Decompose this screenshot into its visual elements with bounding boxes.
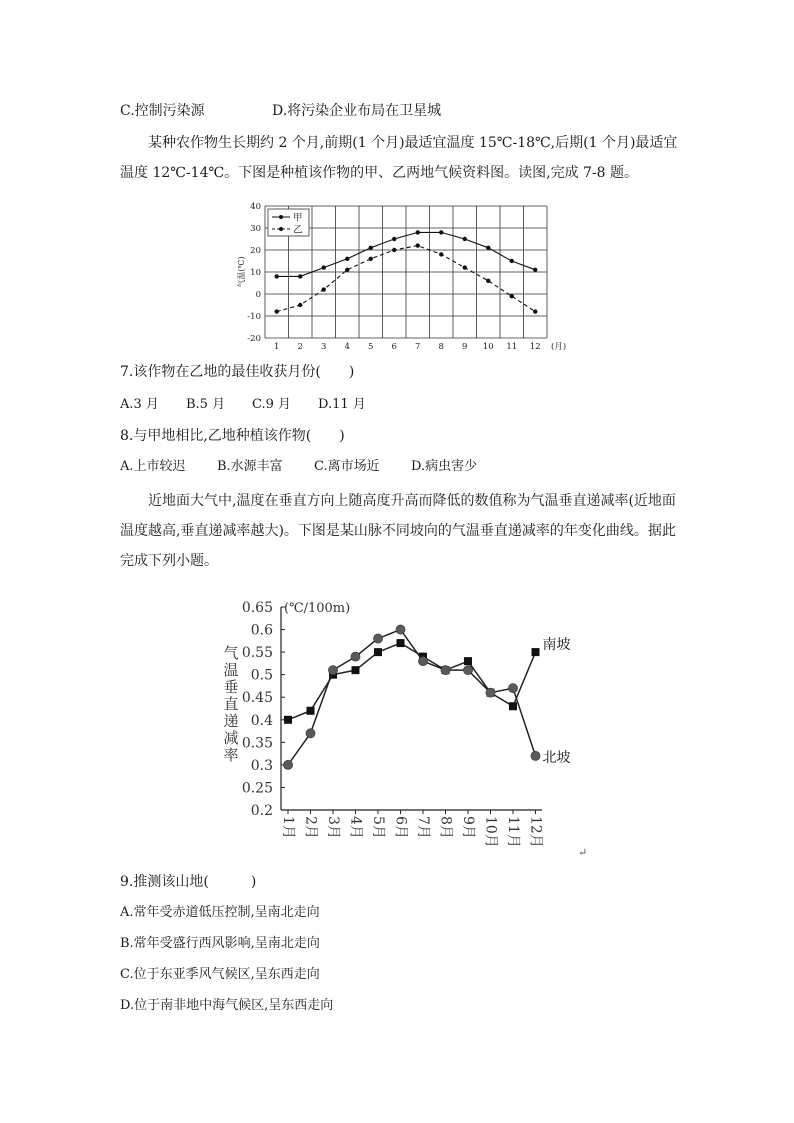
data-point-0 <box>275 274 279 278</box>
data-point-0 <box>510 259 514 263</box>
x-tick-label: 9 <box>462 342 468 352</box>
q9-option-b: B.常年受盛行西风影响,呈南北走向 <box>120 936 320 951</box>
data-point-circle <box>373 634 382 643</box>
data-point-square <box>532 648 540 656</box>
q7-stem: 7.该作物在乙地的最佳收获月份( ) <box>120 364 355 380</box>
data-point-circle <box>531 751 540 760</box>
legend-label-0: 甲 <box>293 212 303 224</box>
y-tick-label: 0.4 <box>250 712 273 729</box>
return-mark: ↵ <box>578 846 588 859</box>
y-tick-label: 0.3 <box>250 757 273 774</box>
q9-option-c: C.位于东亚季风气候区,呈东西走向 <box>120 967 320 982</box>
data-point-1 <box>510 294 514 298</box>
x-tick-label: 5月 <box>370 816 386 839</box>
y-tick-label: 0.35 <box>241 735 273 752</box>
data-point-square <box>352 666 360 674</box>
data-point-circle <box>508 684 517 693</box>
legend-marker-0 <box>279 215 283 219</box>
q7-option-b: B.5 月 <box>186 397 226 412</box>
data-point-1 <box>345 268 349 272</box>
q9-option-d: D.位于南非地中海气候区,呈东西走向 <box>120 998 334 1013</box>
y-tick-label: 40 <box>250 202 261 212</box>
data-point-circle <box>351 652 360 661</box>
x-tick-label: 12 <box>529 342 541 352</box>
data-point-square <box>374 648 382 656</box>
q9-option-a: A.常年受赤道低压控制,呈南北走向 <box>120 905 320 920</box>
q8-option-c: C.离市场近 <box>314 459 380 474</box>
data-point-1 <box>533 309 537 313</box>
series-label-1: 北坡 <box>542 749 571 766</box>
x-tick-label: 4 <box>344 342 350 352</box>
x-tick-label: 7 <box>415 342 421 352</box>
legend-marker-1 <box>279 227 283 231</box>
series-line-0 <box>288 643 536 720</box>
x-tick-label: 10 <box>482 342 494 352</box>
x-tick-label: 11 <box>506 342 518 352</box>
data-point-1 <box>463 265 467 269</box>
data-point-0 <box>463 237 467 241</box>
x-tick-label: 1 <box>274 342 280 352</box>
q8-stem: 8.与甲地相比,乙地种植该作物( ) <box>120 428 345 444</box>
data-point-1 <box>298 303 302 307</box>
data-point-1 <box>322 287 326 291</box>
data-point-1 <box>439 252 443 256</box>
x-tick-label: 9月 <box>460 816 476 839</box>
x-tick-label: 8月 <box>437 816 454 839</box>
y-tick-label: 0.6 <box>250 622 273 639</box>
y-axis-label: 气温(℃) <box>237 256 246 288</box>
x-tick-label: 8 <box>438 342 444 352</box>
intro-paragraph-1: 某种农作物生长期约 2 个月,前期(1 个月)最适宜温度 15℃-18℃,后期(1 个月)最适宜温度 12℃-14℃。下图是种植该作物的甲、乙两地气候资料图。读图,完成 7-8 题。 <box>120 135 678 181</box>
lapse-rate-chart <box>210 596 610 858</box>
q7-option-d: D.11 月 <box>318 397 366 412</box>
q7-option-a: A.3 月 <box>120 397 159 412</box>
data-point-0 <box>486 246 490 250</box>
legend-box <box>268 209 309 236</box>
x-tick-label: 6月 <box>392 816 409 839</box>
y-tick-label: 0 <box>255 290 261 300</box>
data-point-square <box>464 657 472 665</box>
x-tick-label: 10月 <box>482 816 499 848</box>
unit-label: (℃/100m) <box>284 601 351 616</box>
x-tick-label: 6 <box>391 342 397 352</box>
intro-paragraph-2: 近地面大气中,温度在垂直方向上随高度升高而降低的数值称为气温垂直递减率(近地面温度越高,垂直递减率越大)。下图是某山脉不同坡向的气温垂直递减率的年变化曲线。据此完成下列小题。 <box>120 493 676 569</box>
q9-stem: 9.推测该山地( ) <box>120 874 257 890</box>
data-point-0 <box>439 230 443 234</box>
x-tick-label: 2月 <box>302 816 319 839</box>
legend-label-1: 乙 <box>293 224 303 236</box>
data-point-circle <box>396 625 405 634</box>
x-tick-label: 1月 <box>280 816 296 839</box>
y-tick-label: 0.55 <box>241 645 273 662</box>
data-point-0 <box>533 268 537 272</box>
data-point-0 <box>392 237 396 241</box>
q6-option-d: D.将污染企业布局在卫星城 <box>272 103 442 119</box>
q8-option-a: A.上市较迟 <box>120 459 186 474</box>
data-point-0 <box>345 257 349 261</box>
x-tick-label: 5 <box>368 342 374 352</box>
y-tick-label: 0.65 <box>241 600 273 616</box>
data-point-0 <box>416 230 420 234</box>
data-point-circle <box>283 760 292 769</box>
series-label-0: 南坡 <box>542 637 571 654</box>
q7-option-c: C.9 月 <box>252 397 292 412</box>
y-tick-label: 0.45 <box>241 690 273 707</box>
data-point-0 <box>322 265 326 269</box>
data-point-square <box>307 707 315 715</box>
x-tick-label: 3月 <box>325 816 341 839</box>
data-point-square <box>509 702 517 710</box>
data-point-circle <box>328 666 337 675</box>
q8-option-d: D.病虫害少 <box>411 459 478 474</box>
data-point-circle <box>306 729 315 738</box>
y-axis-label: 气温垂直递减率 <box>223 644 239 764</box>
data-point-square <box>284 716 292 724</box>
x-tick-label: 2 <box>297 342 303 352</box>
q8-option-b: B.水源丰富 <box>217 459 283 474</box>
x-tick-label: 11月 <box>505 816 521 848</box>
data-point-0 <box>369 246 373 250</box>
q6-option-c: C.控制污染源 <box>120 103 205 119</box>
y-tick-label: 20 <box>250 246 261 256</box>
data-point-1 <box>416 243 420 247</box>
data-point-1 <box>275 309 279 313</box>
x-tick-label: 4月 <box>347 816 364 839</box>
data-point-1 <box>392 248 396 252</box>
y-tick-label: -10 <box>247 312 261 322</box>
y-tick-label: 0.2 <box>250 803 273 819</box>
temperature-chart <box>232 198 567 356</box>
x-tick-label: 3 <box>321 342 327 352</box>
y-tick-label: 0.25 <box>241 780 273 797</box>
y-tick-label: 0.5 <box>250 667 273 684</box>
data-point-circle <box>463 666 472 675</box>
data-point-1 <box>486 279 490 283</box>
data-point-circle <box>441 666 450 675</box>
y-tick-label: -20 <box>247 334 261 344</box>
data-point-circle <box>486 688 495 697</box>
x-tick-label: 12月 <box>527 816 544 848</box>
y-tick-label: 30 <box>250 224 261 234</box>
data-point-0 <box>298 274 302 278</box>
x-unit-label: (月) <box>551 342 567 352</box>
x-tick-label: 7月 <box>415 816 431 839</box>
data-point-circle <box>418 657 427 666</box>
y-tick-label: 10 <box>250 268 261 278</box>
data-point-1 <box>369 257 373 261</box>
data-point-square <box>397 639 405 647</box>
